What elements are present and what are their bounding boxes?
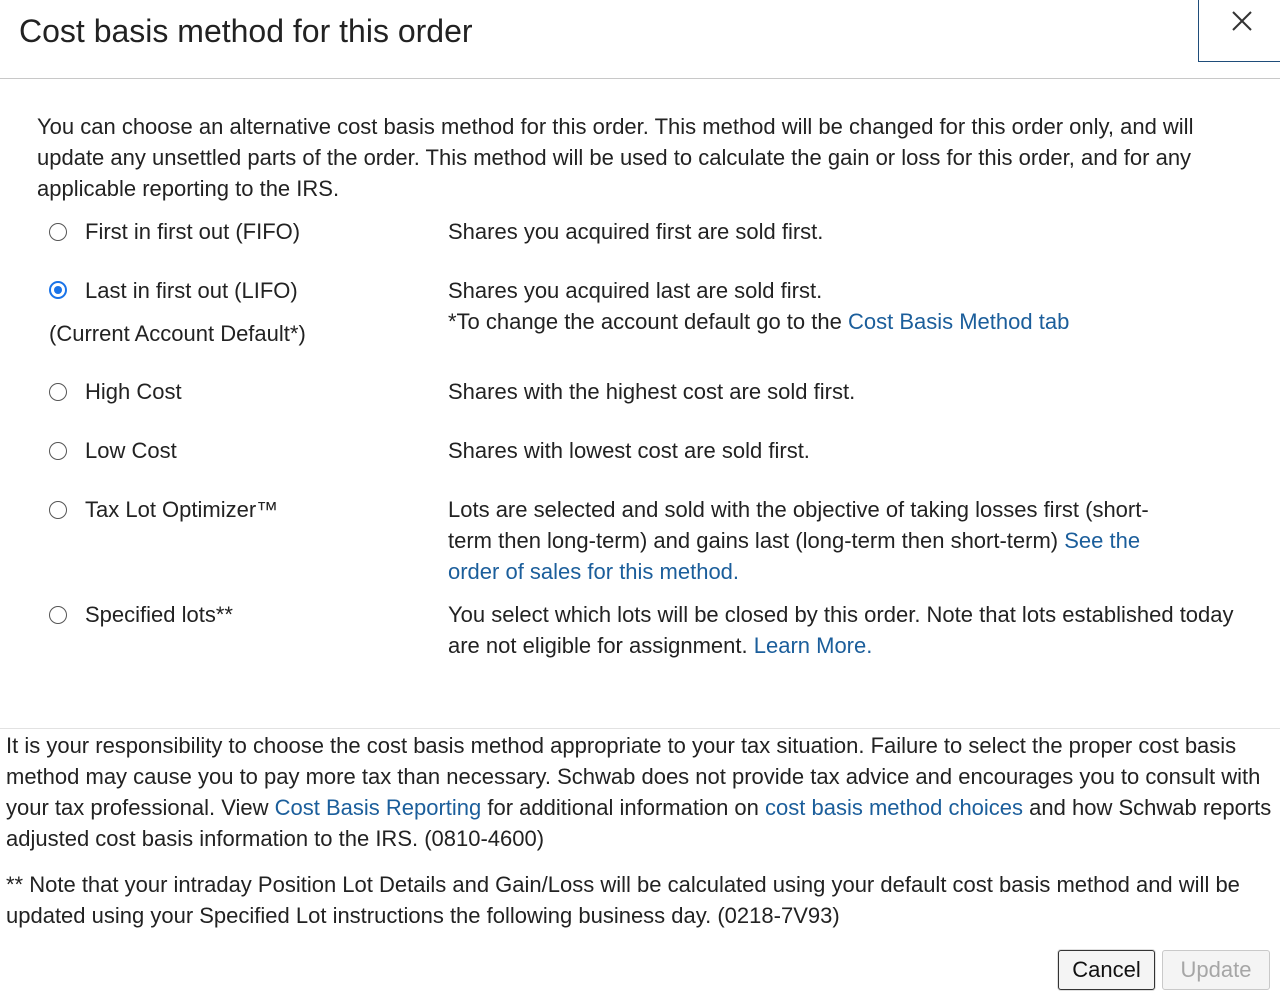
current-default-label: (Current Account Default*)	[49, 321, 306, 346]
option-lifo-label[interactable]: Last in first out (LIFO)	[85, 278, 298, 303]
disclaimer-part2: for additional information on	[481, 795, 766, 820]
divider	[0, 728, 1280, 729]
option-low-cost-description: Shares with lowest cost are sold first.	[448, 438, 810, 463]
learn-more-link[interactable]: Learn More.	[753, 633, 873, 658]
order-of-sales-link-part2[interactable]: order of sales for this method.	[448, 559, 740, 584]
close-icon	[1232, 11, 1252, 31]
option-fifo-label[interactable]: First in first out (FIFO)	[85, 219, 301, 244]
option-tax-lot-optimizer-label[interactable]: Tax Lot Optimizer™	[85, 497, 279, 522]
option-lifo-description-text: Shares you acquired last are sold first.	[448, 278, 823, 303]
option-low-cost-label[interactable]: Low Cost	[85, 438, 177, 463]
tax-lot-description-line1: Lots are selected and sold with the objective of taking losses first (short-	[448, 497, 1149, 522]
cost-basis-method-tab-link[interactable]: Cost Basis Method tab	[847, 309, 1070, 334]
specified-lot-note: ** Note that your intraday Position Lot Details and Gain/Loss will be calculated using your default cost basis method and will be updated using your Specified Lot instructions the following business day. (0218-7V93)	[6, 872, 1240, 928]
radio-specified-lots[interactable]	[49, 606, 67, 624]
close-button[interactable]	[1198, 0, 1280, 62]
dialog-header	[0, 0, 1280, 79]
order-of-sales-link-part1[interactable]: See the	[1064, 528, 1141, 553]
option-fifo-description: Shares you acquired first are sold first.	[448, 219, 824, 244]
specified-lots-description-text: You select which lots will be closed by this order. Note that lots established today are not eligible for assignment.	[448, 602, 1234, 658]
radio-fifo[interactable]	[49, 223, 67, 241]
cost-basis-reporting-link[interactable]: Cost Basis Reporting	[274, 795, 482, 820]
dialog-title: Cost basis method for this order	[19, 13, 473, 49]
disclaimer-part3: and how Schwab reports adjusted cost basis information to the IRS. (0810-4600)	[6, 795, 1272, 851]
intro-text: You can choose an alternative cost basis method for this order. This method will be changed for this order only, and will update any unsettled parts of the order. This method will be used to calculate the gain or loss for this order, and for any applicable reporting to the IRS.	[37, 114, 1194, 201]
option-specified-lots-description	[448, 599, 1238, 661]
update-button[interactable]: Update	[1162, 950, 1270, 990]
option-lifo-description	[448, 275, 1238, 337]
radio-tax-lot-optimizer[interactable]	[49, 501, 67, 519]
radio-lifo[interactable]	[49, 281, 67, 299]
cancel-button[interactable]: Cancel	[1058, 950, 1155, 990]
cost-basis-method-choices-link[interactable]: cost basis method choices	[765, 795, 1024, 820]
disclaimer-text	[6, 730, 1276, 854]
option-high-cost-label[interactable]: High Cost	[85, 379, 182, 404]
account-default-note: *To change the account default go to the	[448, 309, 848, 334]
radio-high-cost[interactable]	[49, 383, 67, 401]
tax-lot-description-line2: term then long-term) and gains last (long-term then short-term)	[448, 528, 1065, 553]
option-specified-lots-label[interactable]: Specified lots**	[85, 602, 233, 627]
option-high-cost-description: Shares with the highest cost are sold first.	[448, 379, 856, 404]
disclaimer-part1: It is your responsibility to choose the cost basis method appropriate to your tax situation. Failure to select the proper cost basis method may cause you to pay more tax than necessary. Schwab does not provide tax advice and encourages you to consult with your tax professional. View	[6, 733, 1261, 820]
option-tax-lot-optimizer-description	[448, 494, 1238, 587]
radio-low-cost[interactable]	[49, 442, 67, 460]
